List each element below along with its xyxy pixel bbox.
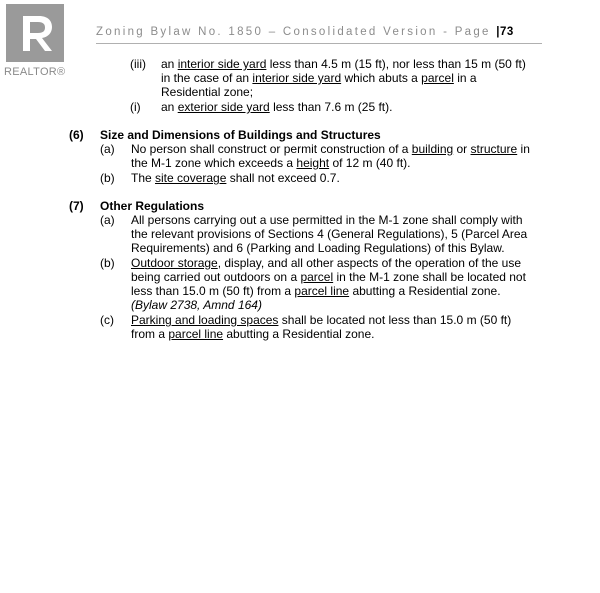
defined-term-link[interactable]: site coverage xyxy=(155,171,227,185)
defined-term-link[interactable]: interior side yard xyxy=(177,57,267,71)
clause-text: The site coverage shall not exceed 0.7. xyxy=(131,171,340,185)
clause-marker: (i) xyxy=(130,100,141,114)
realtor-r-logo-icon xyxy=(6,4,64,62)
header-separator: | xyxy=(496,26,500,38)
defined-term-link[interactable]: height xyxy=(296,156,330,170)
defined-term-link[interactable]: exterior side yard xyxy=(177,100,270,114)
section-number: (6) xyxy=(69,128,84,142)
clause-text: in the case of an interior side yard which abuts a parcel in a xyxy=(161,71,477,85)
clause-text: the M-1 zone which exceeds a height of 12 m (40 ft). xyxy=(131,156,411,170)
defined-term-link[interactable]: parcel line xyxy=(294,284,350,298)
clause-text: Outdoor storage, display, and all other aspects of the operation of the use xyxy=(131,256,522,270)
realtor-watermark xyxy=(0,0,72,84)
clause-marker: (c) xyxy=(100,313,114,327)
clause-marker: (b) xyxy=(100,171,115,185)
header-title: Zoning Bylaw No. 1850 – Consolidated Version - Page xyxy=(96,26,491,38)
page-header xyxy=(96,26,542,38)
clause-text: No person shall construct or permit construction of a building or structure in xyxy=(131,142,530,156)
clause-text: an interior side yard less than 4.5 m (15 ft), nor less than 15 m (50 ft) xyxy=(161,57,526,71)
clause-text: an exterior side yard less than 7.6 m (25 ft). xyxy=(161,100,393,114)
section-heading: Size and Dimensions of Buildings and Structures xyxy=(100,128,381,142)
clause-text: Residential zone; xyxy=(161,85,254,99)
defined-term-link[interactable]: parcel xyxy=(421,71,454,85)
defined-term-link[interactable]: interior side yard xyxy=(252,71,342,85)
defined-term-link[interactable]: building xyxy=(411,142,454,156)
section-number: (7) xyxy=(69,199,84,213)
clause-marker: (iii) xyxy=(130,57,146,71)
clause-text: the relevant provisions of Sections 4 (General Regulations), 5 (Parcel Area xyxy=(131,227,528,241)
clause-marker: (b) xyxy=(100,256,115,270)
clause-text: from a parcel line abutting a Residential zone. xyxy=(131,327,375,341)
clause-text: Parking and loading spaces shall be located not less than 15.0 m (50 ft) xyxy=(131,313,512,327)
section-heading: Other Regulations xyxy=(100,199,205,213)
header-page-number: 73 xyxy=(499,26,514,38)
defined-term-link[interactable]: parcel line xyxy=(168,327,224,341)
clause-marker: (a) xyxy=(100,142,115,156)
clause-text: being carried out outdoors on a parcel in the M-1 zone shall be located not xyxy=(131,270,526,284)
clause-text: All persons carrying out a use permitted in the M-1 zone shall comply with xyxy=(131,213,523,227)
realtor-wordmark: REALTOR® xyxy=(4,66,66,78)
defined-term-link[interactable]: Parking and loading spaces xyxy=(131,313,279,327)
amendment-note: (Bylaw 2738, Amnd 164) xyxy=(131,298,262,312)
clause-text: Requirements) and 6 (Parking and Loading Regulations) of this Bylaw. xyxy=(131,241,505,255)
header-rule xyxy=(96,43,542,44)
defined-term-link[interactable]: parcel xyxy=(300,270,334,284)
clause-text: less than 15.0 m (50 ft) from a parcel line abutting a Residential zone. xyxy=(131,284,501,298)
defined-term-link[interactable]: structure xyxy=(470,142,518,156)
defined-term-link[interactable]: Outdoor storage xyxy=(131,256,218,270)
clause-marker: (a) xyxy=(100,213,115,227)
